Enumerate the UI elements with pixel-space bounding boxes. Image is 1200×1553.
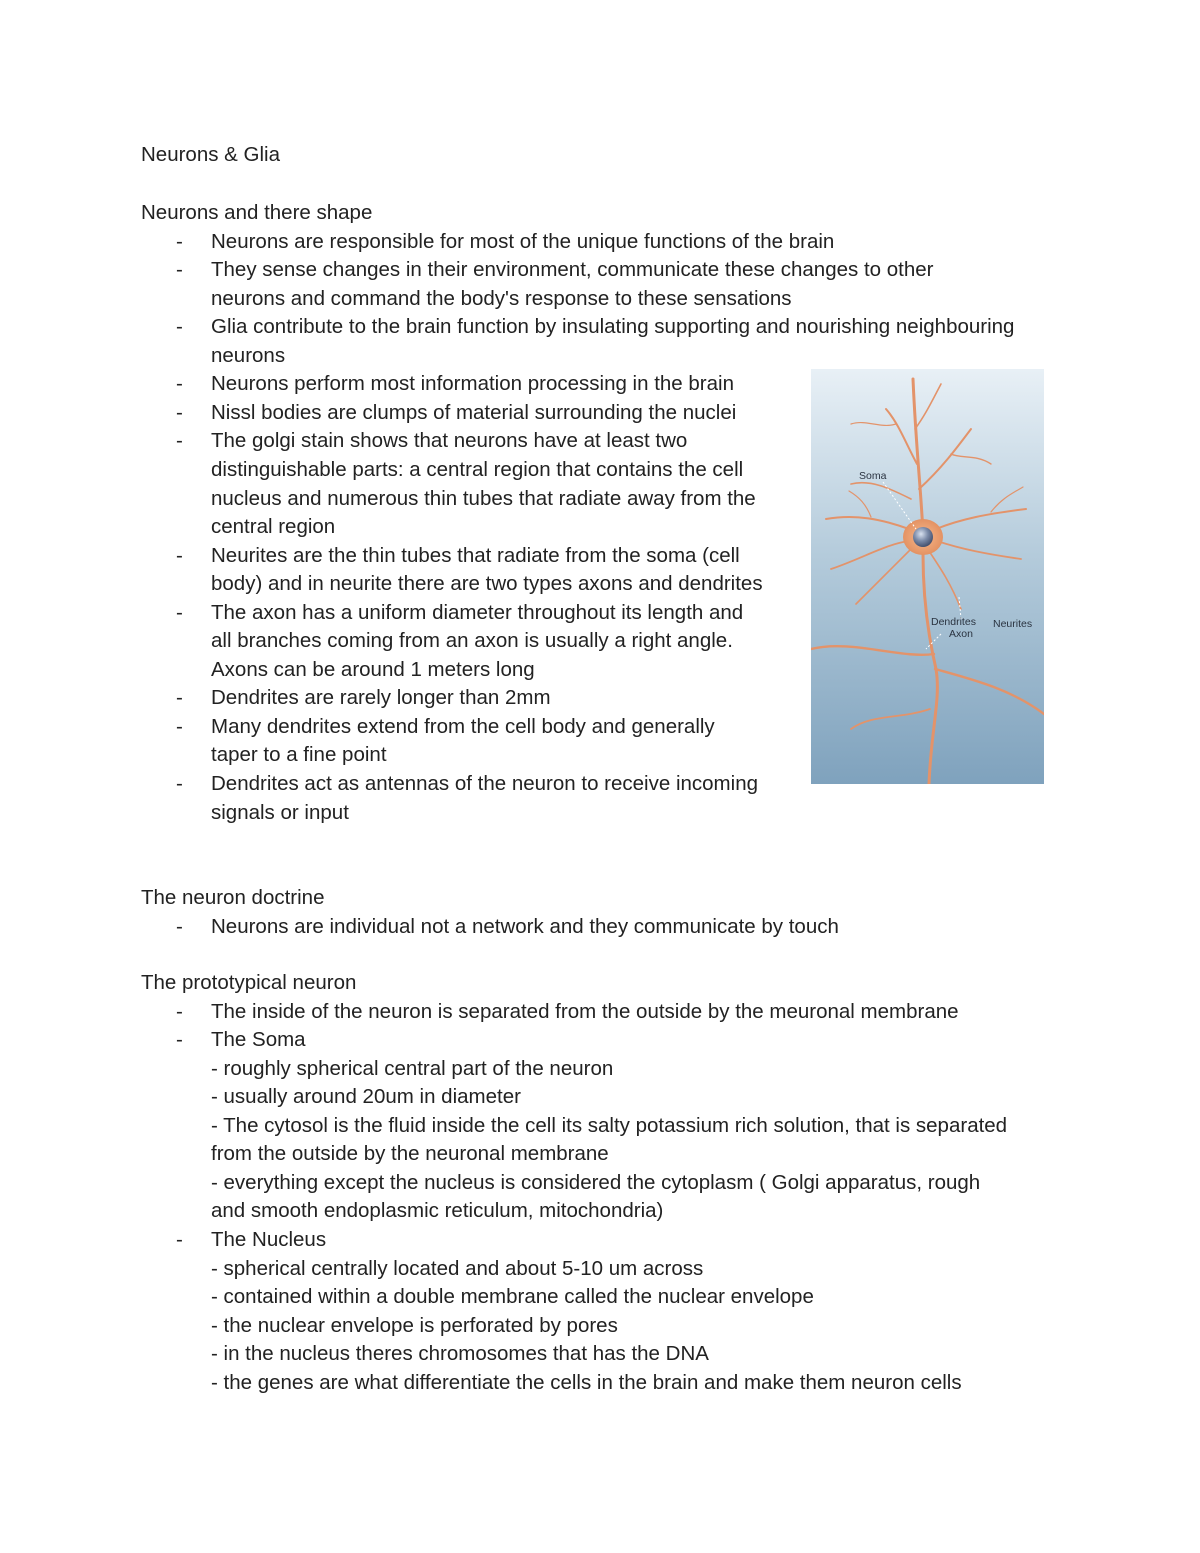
bullet-line: - everything except the nucleus is considered the cytoplasm ( Golgi apparatus, rough [211, 1170, 981, 1194]
bullet-line: body) and in neurite there are two types axons and dendrites [211, 572, 763, 596]
bullet-line: - roughly spherical central part of the neuron [211, 1056, 614, 1080]
bullet-line: Dendrites are rarely longer than 2mm [211, 686, 551, 710]
bullet-line: The Nucleus [211, 1227, 327, 1251]
bullet-dash: - [176, 999, 183, 1023]
neuron-illustration [811, 369, 1044, 784]
bullet-line: distinguishable parts: a central region that contains the cell [211, 457, 744, 481]
bullet-line: and smooth endoplasmic reticulum, mitochondria) [211, 1199, 664, 1223]
bullet-line: from the outside by the neuronal membrane [211, 1142, 609, 1166]
bullet-line: all branches coming from an axon is usually a right angle. [211, 629, 733, 653]
bullet-line: The Soma [211, 1028, 306, 1052]
bullet-line: The axon has a uniform diameter throughout its length and [211, 600, 744, 624]
bullet-line: signals or input [211, 800, 349, 824]
bullet-dash: - [176, 1227, 183, 1251]
neurites-label: Neurites [993, 618, 1033, 630]
bullet-line: The golgi stain shows that neurons have at least two [211, 429, 688, 453]
bullet-line: Glia contribute to the brain function by insulating supporting and nourishing neighbouring [211, 315, 1015, 339]
bullet-line: - the nuclear envelope is perforated by pores [211, 1313, 618, 1337]
dendrites-label: Dendrites [931, 616, 976, 628]
bullet-dash: - [176, 229, 183, 253]
bullet-dash: - [176, 914, 183, 938]
bullet-dash: - [176, 315, 183, 339]
bullet-line: They sense changes in their environment, communicate these changes to other [211, 258, 934, 282]
bullet-line: Neurons are individual not a network and they communicate by touch [211, 914, 839, 938]
bullet-dash: - [176, 772, 183, 795]
bullet-line: Neurons are responsible for most of the unique functions of the brain [211, 229, 835, 253]
bullet-line: taper to a fine point [211, 743, 387, 767]
bullet-line: Nissl bodies are clumps of material surrounding the nuclei [211, 400, 737, 424]
bullet-dash: - [176, 714, 183, 738]
bullet-line: nucleus and numerous thin tubes that radiate away from the [211, 486, 756, 510]
section-heading: Neurons and there shape [141, 201, 373, 224]
bullet-line: central region [211, 515, 336, 539]
bullet-line: - contained within a double membrane called the nuclear envelope [211, 1285, 814, 1309]
bullet-dash: - [176, 1028, 183, 1052]
bullet-line: Neurites are the thin tubes that radiate from the soma (cell [211, 543, 740, 567]
bullet-line: - the genes are what differentiate the cells in the brain and make them neuron cells [211, 1370, 962, 1394]
bullet-line: Neurons perform most information processing in the brain [211, 372, 734, 396]
bullet-line: neurons and command the body's response to these sensations [211, 286, 792, 310]
bullet-line: Dendrites act as antennas of the neuron to receive incoming [211, 772, 758, 795]
bullet-line: The inside of the neuron is separated from the outside by the meuronal membrane [211, 999, 959, 1023]
neuron-figure [811, 369, 1044, 784]
bullet-dash: - [176, 543, 183, 567]
bullet-line: - spherical centrally located and about 5-10 um across [211, 1256, 704, 1280]
nucleus-shape [913, 527, 933, 547]
section-heading: The neuron doctrine [141, 886, 325, 909]
section-heading: The prototypical neuron [141, 971, 357, 994]
figure-background [811, 369, 1044, 784]
bullet-line: Many dendrites extend from the cell body and generally [211, 714, 715, 738]
bullet-line: - usually around 20um in diameter [211, 1085, 521, 1109]
bullet-dash: - [176, 429, 183, 453]
bullet-line: - The cytosol is the fluid inside the cell its salty potassium rich solution, that is separated [211, 1113, 1008, 1137]
bullet-dash: - [176, 400, 183, 424]
bullet-line: Axons can be around 1 meters long [211, 657, 535, 681]
bullet-dash: - [176, 600, 183, 624]
soma-label: Soma [859, 470, 887, 482]
bullet-dash: - [176, 258, 183, 282]
axon-label: Axon [949, 628, 973, 640]
bullet-line: neurons [211, 343, 286, 367]
bullet-dash: - [176, 686, 183, 710]
page-title: Neurons & Glia [141, 143, 281, 166]
bullet-dash: - [176, 372, 183, 396]
bullet-line: - in the nucleus theres chromosomes that has the DNA [211, 1342, 709, 1366]
